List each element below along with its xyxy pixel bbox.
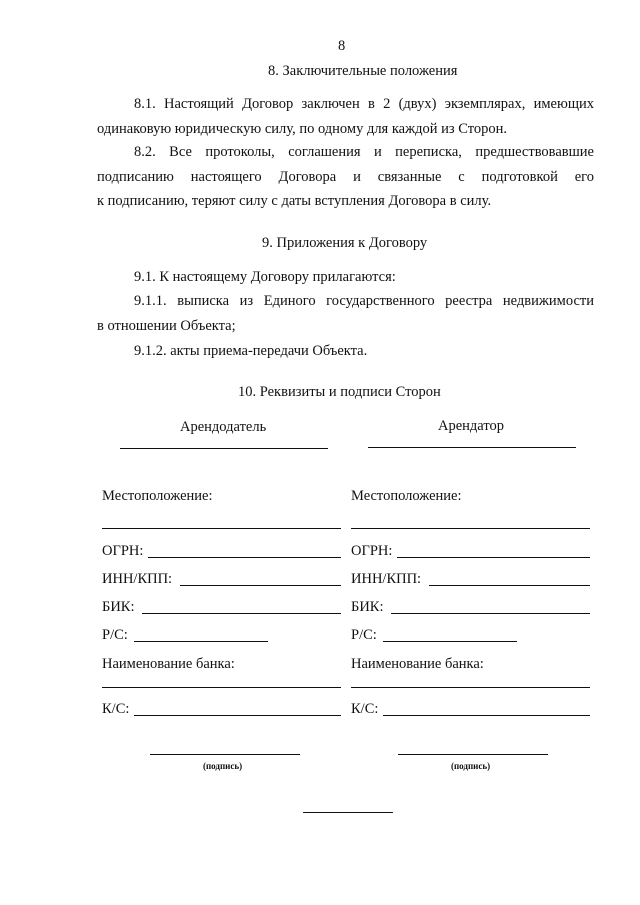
section-9-1-1-line-1: 9.1.1. выписка из Единого государственного реестра недвижимости <box>134 293 594 309</box>
lessee-bik-label: БИК: <box>351 599 384 615</box>
lessor-role: Арендодатель <box>180 419 267 435</box>
lessee-name-line <box>368 447 576 448</box>
lessee-ks-line <box>383 715 590 716</box>
section-10-title: 10. Реквизиты и подписи Сторон <box>238 384 441 400</box>
lessee-ogrn-line <box>397 557 590 558</box>
lessor-signature-caption: (подпись) <box>203 761 243 771</box>
lessor-ks-line <box>134 715 341 716</box>
lessor-bank-line <box>102 687 341 688</box>
lessor-name-line <box>120 448 328 449</box>
lessee-inn-label: ИНН/КПП: <box>351 571 422 587</box>
section-9-title: 9. Приложения к Договору <box>262 235 428 251</box>
lessor-ks-label: К/С: <box>102 701 130 717</box>
page-end-divider <box>303 812 393 813</box>
lessor-bik-line <box>142 613 341 614</box>
page-number: 8 <box>338 38 346 54</box>
section-8-2-line-3: к подписанию, теряют силу с даты вступления Договора в силу. <box>97 193 492 209</box>
section-8-2-line-2: подписанию настоящего Договора и связанные с подготовкой его <box>97 169 594 185</box>
lessee-location-line <box>351 528 590 529</box>
lessee-bik-line <box>391 613 590 614</box>
section-8-1-line-1: 8.1. Настоящий Договор заключен в 2 (двух) экземплярах, имеющих <box>134 96 594 112</box>
lessor-inn-label: ИНН/КПП: <box>102 571 173 587</box>
lessor-location-label: Местоположение: <box>102 488 213 504</box>
lessee-location-label: Местоположение: <box>351 488 462 504</box>
lessee-signature-line <box>398 754 548 755</box>
section-9-1-1-line-2: в отношении Объекта; <box>97 318 236 334</box>
lessee-rs-label: Р/С: <box>351 627 377 643</box>
lessor-bik-label: БИК: <box>102 599 135 615</box>
lessee-role: Арендатор <box>438 418 505 434</box>
section-8-1-line-2: одинаковую юридическую силу, по одному для каждой из Сторон. <box>97 121 508 137</box>
lessee-ks-label: К/С: <box>351 701 379 717</box>
lessor-ogrn-label: ОГРН: <box>102 543 144 559</box>
lessee-bank-label: Наименование банка: <box>351 656 484 672</box>
lessor-bank-label: Наименование банка: <box>102 656 235 672</box>
section-8-title: 8. Заключительные положения <box>268 63 458 79</box>
lessor-rs-line <box>134 641 268 642</box>
lessor-location-line <box>102 528 341 529</box>
lessee-inn-line <box>429 585 590 586</box>
lessee-bank-line <box>351 687 590 688</box>
section-9-1-2: 9.1.2. акты приема-передачи Объекта. <box>134 343 368 359</box>
lessee-rs-line <box>383 641 517 642</box>
section-8-2-line-1: 8.2. Все протоколы, соглашения и переписка, предшествовавшие <box>134 144 594 160</box>
lessee-ogrn-label: ОГРН: <box>351 543 393 559</box>
section-9-1: 9.1. К настоящему Договору прилагаются: <box>134 269 396 285</box>
lessee-signature-caption: (подпись) <box>451 761 491 771</box>
lessor-inn-line <box>180 585 341 586</box>
lessor-signature-line <box>150 754 300 755</box>
lessor-ogrn-line <box>148 557 341 558</box>
lessor-rs-label: Р/С: <box>102 627 128 643</box>
